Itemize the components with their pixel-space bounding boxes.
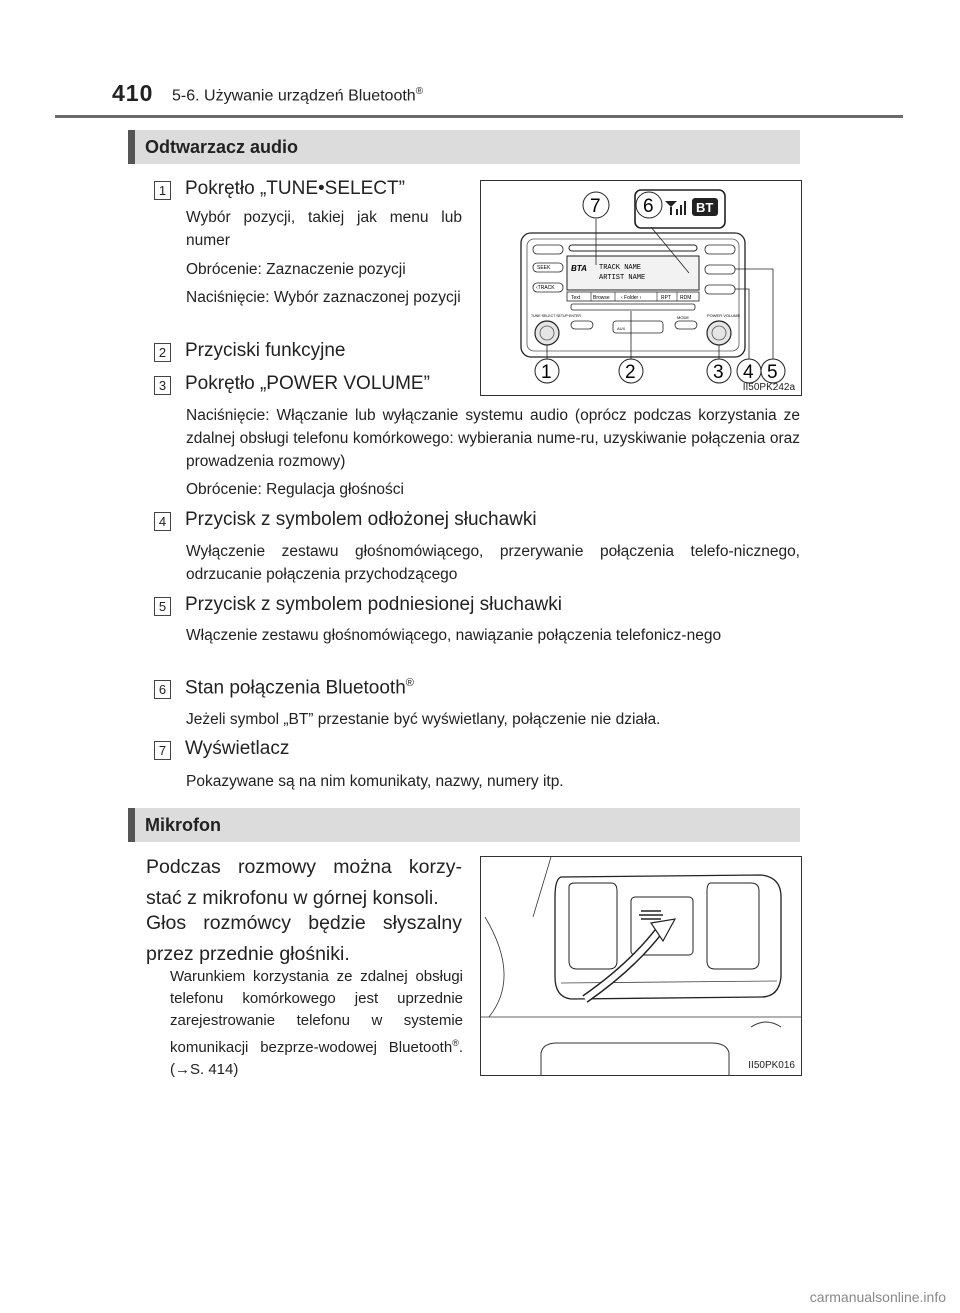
softkey-folder: ‹ Folder › [621, 295, 642, 301]
chapter-title [172, 86, 423, 105]
mode-label: MODE [677, 315, 689, 320]
callout-5: 5 [767, 362, 778, 383]
callout-4: 4 [743, 362, 754, 383]
display-track-name: TRACK NAME [599, 264, 642, 272]
item-title-2: Przyciski funkcyjne [185, 340, 346, 361]
item-number-7: 7 [154, 741, 171, 760]
softkey-rdm: RDM [680, 295, 692, 301]
item-desc-7: Pokazywane są na nim komunikaty, nazwy, numery itp. [186, 773, 564, 790]
item-title-7: Wyświetlacz [185, 738, 290, 759]
section-heading-microphone: Mikrofon [128, 808, 800, 842]
figure-code-1: II50PK242a [742, 382, 795, 393]
audio-unit-illustration [481, 181, 801, 395]
item-desc-3a: Naciśnięcie: Włączanie lub wyłączanie systemu audio (oprócz podczas korzystania ze zdalnej obsługi telefonu komórkowego: wybierania nume-ru, uzyskiwanie połączenia oraz prowadzenia rozmowy) [186, 407, 800, 470]
item-number-5: 5 [154, 597, 171, 616]
microphone-note [170, 966, 463, 1081]
registered-mark: ® [452, 1038, 459, 1048]
note-text: Warunkiem korzystania ze zdalnej obsługi telefonu komórkowego jest uprzednie zarejestrowanie telefonu w systemie komunikacji bezprze-wodowej Bluetooth [170, 968, 463, 1056]
item-number-1: 1 [154, 181, 171, 200]
item-title-3: Pokrętło „POWER VOLUME” [185, 373, 430, 394]
softkey-rpt: RPT [661, 295, 671, 301]
item-title-4: Przycisk z symbolem odłożonej słuchawki [185, 509, 537, 530]
audio-unit-figure [480, 180, 802, 396]
note-page-ref: . (→S. 414) [170, 1039, 463, 1078]
page-number: 410 [112, 80, 154, 106]
callout-3: 3 [713, 362, 724, 383]
item-title-6 [185, 677, 414, 699]
item-desc-1a: Wybór pozycji, takiej jak menu lub numer [186, 209, 462, 249]
callout-1: 1 [541, 362, 552, 383]
softkey-text: Text [571, 295, 581, 301]
callout-7: 7 [590, 196, 601, 217]
softkey-browse: Browse [593, 295, 610, 301]
power-volume-label: POWER VOLUME [707, 313, 741, 318]
registered-mark: ® [415, 86, 424, 97]
callout-2: 2 [625, 362, 636, 383]
tune-select-label: TUNE·SELECT SETUP·ENTER [531, 314, 581, 318]
item-number-4: 4 [154, 512, 171, 531]
seek-label: SEEK [537, 265, 551, 271]
item-number-3: 3 [154, 376, 171, 395]
header-rule [55, 115, 903, 118]
item-desc-4: Wyłączenie zestawu głośnomówiącego, przerywanie połączenia telefo-nicznego, odrzucanie połączenia przychodzącego [186, 543, 800, 583]
item-title-6-text: Stan połączenia Bluetooth [185, 677, 406, 699]
item-title-5: Przycisk z symbolem podniesionej słuchawki [185, 594, 562, 615]
microphone-para-2: Głos rozmówcy będzie słyszalny przez przednie głośniki. [146, 912, 462, 965]
chapter-text: 5-6. Używanie urządzeń Bluetooth [172, 87, 416, 105]
aux-label: AUX [617, 326, 626, 331]
section-heading-audio: Odtwarzacz audio [128, 130, 800, 164]
track-label: ‹TRACK [536, 285, 555, 291]
microphone-para-1: Podczas rozmowy można korzy-stać z mikrofonu w górnej konsoli. [146, 856, 462, 909]
callout-6: 6 [643, 196, 654, 217]
registered-mark: ® [405, 677, 414, 689]
item-desc-5: Włączenie zestawu głośnomówiącego, nawiązanie połączenia telefonicz-nego [186, 627, 722, 644]
item-desc-1c: Naciśnięcie: Wybór zaznaczonej pozycji [186, 289, 461, 306]
item-desc-1b: Obrócenie: Zaznaczenie pozycji [186, 261, 406, 278]
display-logo: BTA [571, 264, 587, 273]
bt-symbol: BT [696, 200, 714, 215]
item-desc-6: Jeżeli symbol „BT” przestanie być wyświetlany, połączenie nie działa. [186, 711, 661, 728]
watermark: carmanualsonline.info [809, 1289, 946, 1305]
item-title-1: Pokrętło „TUNE•SELECT” [185, 178, 405, 199]
figure-code-2: II50PK016 [748, 1060, 795, 1071]
overhead-console-illustration [481, 857, 801, 1075]
overhead-console-figure [480, 856, 802, 1076]
item-desc-3b: Obrócenie: Regulacja głośności [186, 481, 404, 498]
item-number-2: 2 [154, 343, 171, 362]
item-number-6: 6 [154, 680, 171, 699]
display-artist-name: ARTIST NAME [599, 274, 646, 282]
